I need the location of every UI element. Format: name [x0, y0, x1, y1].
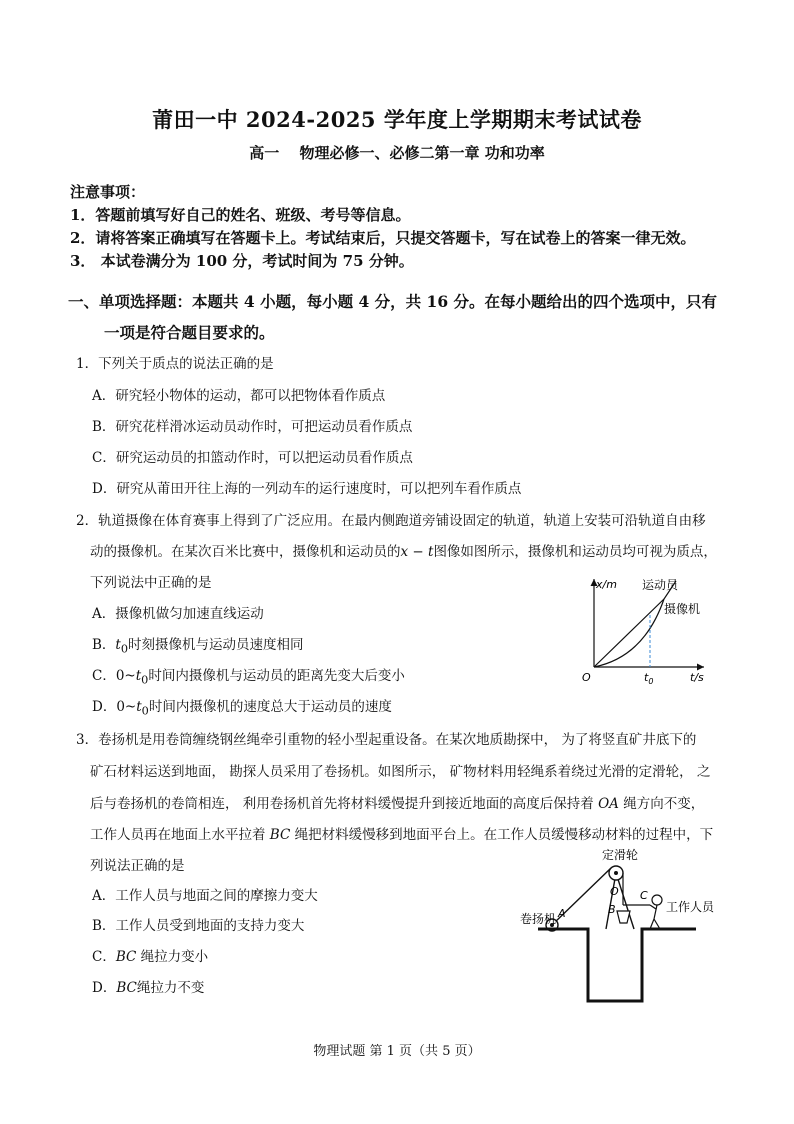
- bc-symbol: BC: [116, 980, 137, 996]
- q3-text: 绳把材料缓慢移到地面平台上。在工作人员缓慢移动材料的过程中，下: [290, 827, 714, 843]
- bc-symbol: BC: [115, 949, 137, 965]
- q2-option-b: [92, 633, 304, 656]
- q3-text: 绳方向不变，: [618, 796, 705, 812]
- exam-subtitle: 高一 物理必修一、必修二第一章 功和功率: [249, 144, 545, 162]
- t0-symbol: t: [135, 668, 142, 684]
- bc-symbol: BC: [269, 827, 291, 843]
- oa-symbol: OA: [598, 796, 619, 812]
- worker-body: [654, 905, 657, 919]
- pulley-center: [614, 871, 618, 875]
- q2-option-a: A．摄像机做匀加速直线运动: [92, 606, 264, 622]
- q2-option-text: 时间内摄像机的速度总大于运动员的速度: [148, 699, 392, 715]
- t0-symbol: t: [136, 699, 142, 715]
- q2-option-d: [92, 695, 392, 718]
- q3-option-d: [92, 976, 204, 996]
- q3-stem-line5: 列说法正确的是: [90, 858, 185, 874]
- label-a: A: [558, 907, 566, 920]
- material-block: [617, 911, 630, 923]
- ylabel: x/m: [596, 578, 617, 591]
- q2-stem-line1: 2．轨道摄像在体育赛事上得到了广泛应用。在最内侧跑道旁铺设固定的轨道，轨道上安装可沿轨道自由移: [76, 513, 706, 529]
- q3-text: 工作人员再在地面上水平拉着: [90, 827, 270, 843]
- athlete-curve: [594, 581, 676, 667]
- ground-and-shaft: [538, 929, 696, 1001]
- t0-main: t: [644, 671, 649, 684]
- xlabel: t/s: [690, 671, 704, 684]
- q2-stem-text: 动的摄像机。在某次百米比赛中，摄像机和运动员的: [90, 544, 401, 560]
- q3-option-label: C．: [92, 949, 116, 965]
- q3-stem-line4: [90, 823, 713, 843]
- pulley-support: [606, 873, 616, 929]
- q3-text: 后与卷扬机的卷筒相连， 利用卷扬机首先将材料缓慢提升到接近地面的高度后保持着: [90, 796, 599, 812]
- xt-graph: [580, 575, 710, 687]
- exam-title: 莆田一中 2024-2025 学年度上学期期末考试试卷: [152, 107, 642, 132]
- q2-option-text: 时刻摄像机与运动员速度相同: [128, 637, 304, 653]
- q1-stem: 1．下列关于质点的说法正确的是: [76, 356, 274, 372]
- q3-option-text: 绳拉力变小: [136, 949, 209, 965]
- q3-option-b: B．工作人员受到地面的支持力变大: [92, 918, 305, 934]
- worker-head: [652, 895, 662, 905]
- section-heading-cont: 一项是符合题目要求的。: [104, 323, 275, 342]
- q2-stem-line2: [90, 540, 717, 560]
- section-heading: 一、单项选择题：本题共 4 小题，每小题 4 分，共 16 分。在每小题给出的四个选项中，只有: [68, 292, 718, 311]
- q3-option-label: D．: [92, 980, 117, 996]
- t0-symbol: t: [115, 637, 121, 653]
- q2-option-label: B．: [92, 637, 116, 653]
- series-label-camera: 摄像机: [664, 602, 701, 616]
- q2-option-c: [92, 664, 405, 687]
- q3-stem-line2: 矿石材料运送到地面， 勘探人员采用了卷扬机。如图所示， 矿物材料用轻绳系着绕过光滑的定滑轮， 之: [90, 764, 711, 780]
- worker-label: 工作人员: [666, 900, 715, 914]
- page-footer: 物理试题 第 1 页（共 5 页）: [313, 1044, 481, 1059]
- pulley-label: 定滑轮: [602, 848, 639, 862]
- q1-option-c: C．研究运动员的扣篮动作时，可以把运动员看作质点: [92, 450, 413, 466]
- q1-option-d: D．研究从莆田开往上海的一列动车的运行速度时，可以把列车看作质点: [92, 481, 522, 497]
- winch-label: 卷扬机: [520, 912, 557, 926]
- q3-stem-line3: [90, 792, 704, 812]
- winch-figure: [520, 845, 750, 1007]
- q2-stem-text: 图像如图所示，摄像机和运动员均可视为质点，: [433, 544, 717, 560]
- q1-option-a: A．研究轻小物体的运动，都可以把物体看作质点: [92, 388, 386, 404]
- q2-xt-symbol: x − t: [400, 544, 434, 560]
- q2-option-label: D．0~: [92, 699, 137, 715]
- t0-subscript: 0: [141, 673, 149, 687]
- camera-line: [594, 599, 664, 667]
- q3-option-c: [92, 945, 208, 965]
- notice-item-1: 1．答题前填写好自己的姓名、班级、考号等信息。: [70, 206, 411, 224]
- notice-item-2: 2．请将答案正确填写在答题卡上。考试结束后，只提交答题卡，写在试卷上的答案一律无效。: [70, 229, 696, 247]
- q2-option-text: 时间内摄像机与运动员的距离先变大后变小: [148, 668, 405, 684]
- q2-stem-line3: 下列说法中正确的是: [90, 575, 212, 591]
- label-b: B: [608, 903, 616, 916]
- label-o: O: [610, 885, 619, 898]
- label-c: C: [640, 889, 648, 902]
- worker-arm: [650, 905, 656, 909]
- notice-heading: 注意事项：: [70, 183, 146, 201]
- q3-option-text: 绳拉力不变: [136, 980, 205, 996]
- q2-option-label: C．0~: [92, 668, 136, 684]
- notice-item-3: 3． 本试卷满分为 100 分，考试时间为 75 分钟。: [70, 252, 414, 270]
- q1-option-b: B．研究花样滑冰运动员动作时，可把运动员看作质点: [92, 419, 413, 435]
- t0-subscript: 0: [120, 642, 129, 656]
- origin-label: O: [582, 671, 591, 684]
- q3-stem-line1: 3．卷扬机是用卷筒缠绕钢丝绳牵引重物的轻小型起重设备。在某次地质勘探中， 为了将竖直矿井底下的: [76, 732, 697, 748]
- q3-option-a: A．工作人员与地面之间的摩擦力变大: [92, 888, 318, 904]
- t0-subscript: 0: [141, 704, 149, 718]
- t0-label: [644, 671, 653, 686]
- t0-sub: 0: [648, 677, 654, 686]
- series-label-athlete: 运动员: [642, 578, 679, 592]
